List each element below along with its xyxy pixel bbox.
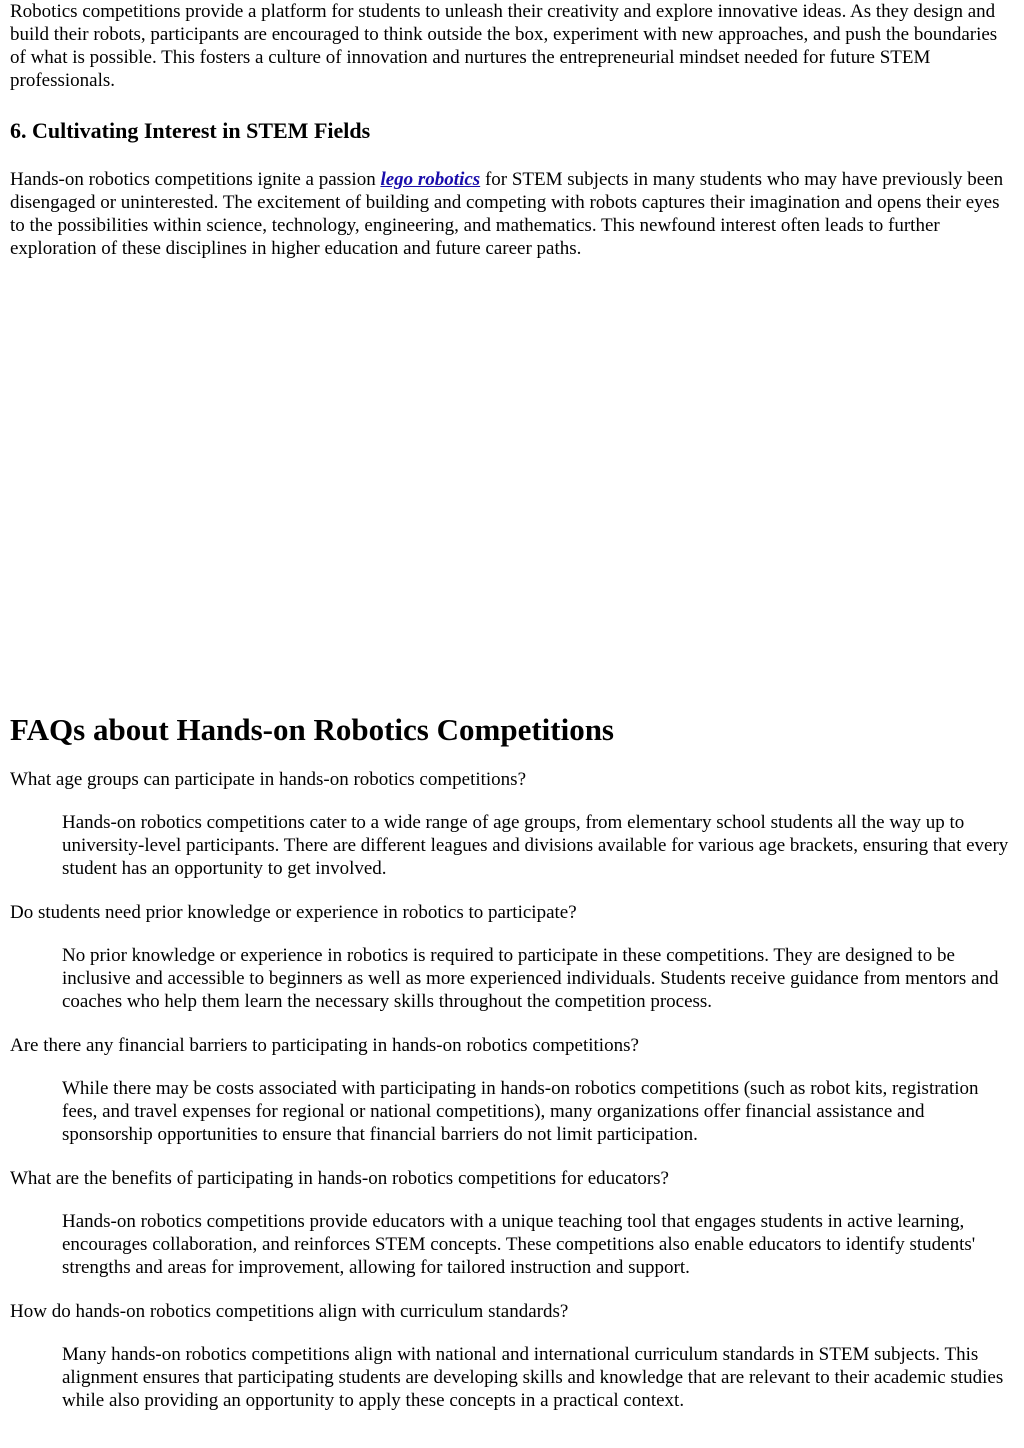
faq-question: Are there any financial barriers to participating in hands-on robotics competitions? [10, 1035, 639, 1056]
section-heading-stem-interest: 6. Cultivating Interest in STEM Fields [10, 118, 371, 143]
faq-answer: Hands-on robotics competitions cater to a wide range of age groups, from elementary school students all the way up to university-level participants. There are different leagues and divisions available for various age brackets, ensuring that every student has an opportunity to get involved. [62, 812, 1009, 879]
faq-question: Do students need prior knowledge or experience in robotics to participate? [10, 902, 577, 923]
lego-robotics-link[interactable]: lego robotics [380, 169, 481, 190]
paragraph-text-after-link: for STEM subjects in many students who may have previously been disengaged or uninterested. The excitement of building and competing with robots captures their imagination and opens their eyes to the possibilities within science, technology, engineering, and mathematics. This newfound interest often leads to further exploration of these disciplines in higher education and future career paths. [10, 169, 1004, 259]
faq-question: What age groups can participate in hands-on robotics competitions? [10, 769, 527, 790]
faq-answer: While there may be costs associated with participating in hands-on robotics competitions (such as robot kits, registration fees, and travel expenses for regional or national competitions), many organizations offer financial assistance and sponsorship opportunities to ensure that financial barriers do not limit participation. [62, 1078, 979, 1145]
stem-interest-paragraph [10, 168, 1014, 260]
faq-question: What are the benefits of participating in hands-on robotics competitions for educators? [10, 1168, 669, 1189]
faq-answer: Hands-on robotics competitions provide educators with a unique teaching tool that engages students in active learning, encourages collaboration, and reinforces STEM concepts. These competitions also enable educators to identify students' strengths and areas for improvement, allowing for tailored instruction and support. [62, 1211, 976, 1278]
faq-question: How do hands-on robotics competitions align with curriculum standards? [10, 1301, 569, 1322]
faq-answer: Many hands-on robotics competitions align with national and international curriculum standards in STEM subjects. This alignment ensures that participating students are developing skills and knowledge that are relevant to their academic studies while also providing an opportunity to apply these concepts in a practical context. [62, 1344, 1004, 1411]
paragraph-text-before-link: Hands-on robotics competitions ignite a passion [10, 169, 381, 190]
faq-heading: FAQs about Hands-on Robotics Competitions [10, 712, 615, 747]
faq-list [10, 768, 1014, 1412]
intro-paragraph: Robotics competitions provide a platform for students to unleash their creativity and explore innovative ideas. As they design and build their robots, participants are encouraged to think outside the box, experiment with new approaches, and push the boundaries of what is possible. This fosters a culture of innovation and nurtures the entrepreneurial mindset needed for future STEM professionals. [10, 1, 998, 91]
blank-space [10, 260, 1014, 712]
faq-answer: No prior knowledge or experience in robotics is required to participate in these competitions. They are designed to be inclusive and accessible to beginners as well as more experienced individuals. Students receive guidance from mentors and coaches who help them learn the necessary skills throughout the competition process. [62, 945, 999, 1012]
